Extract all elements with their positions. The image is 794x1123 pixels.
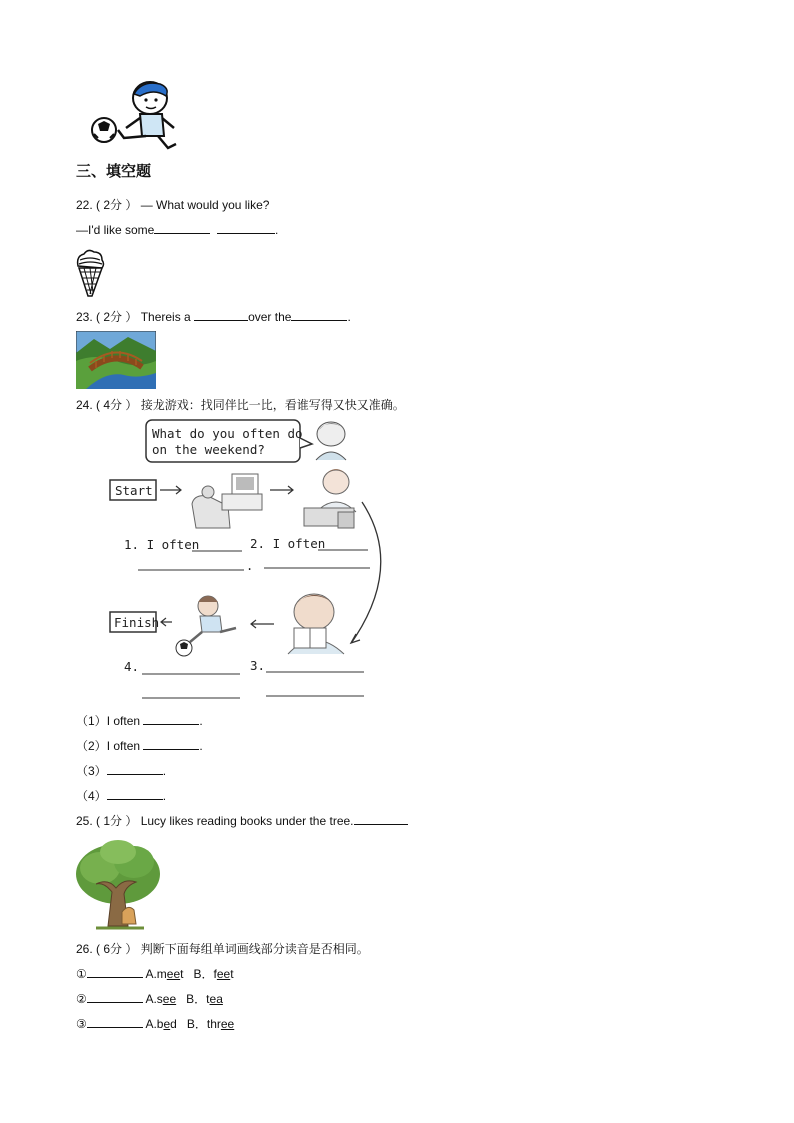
item-number: （1） [76,714,107,728]
figure-label-1: 1. I often [124,537,200,552]
speech-line-2: on the weekend? [152,442,265,457]
option-b: B．tea [186,992,223,1006]
answer-blank[interactable] [87,966,143,978]
q22-answer-line: —I'd like some . [76,223,279,237]
answer-blank[interactable] [154,222,210,234]
woman-illustration [316,422,346,460]
weekend-activity-chain-figure [104,416,404,706]
question-25 [76,813,408,829]
answer-blank[interactable] [194,309,248,321]
start-label: Start [115,483,153,498]
bridge-over-river-illustration [76,331,156,389]
finish-label: Finish [114,615,160,630]
option-a: A.bed [145,1017,177,1031]
answer-blank[interactable] [107,788,163,800]
question-22 [76,197,269,213]
watching-tv-illustration [192,474,262,528]
answer-blank[interactable] [143,713,199,725]
item-number: （3） [76,764,107,778]
boy-playing-football-illustration [176,596,236,656]
option-a: A.see [145,992,177,1006]
answer-blank[interactable] [143,738,199,750]
ice-cream-illustration [74,248,106,298]
q26-instruction: 判断下面每组单词画线部分读音是否相同。 [140,942,369,956]
q25-text: Lucy likes reading books under the tree. [140,814,354,828]
boy-reading-book-illustration [288,594,344,654]
q25-prefix: 25. ( 1分 ） [76,814,138,828]
answer-blank[interactable] [354,813,408,825]
figure-label-4: 4. [124,659,140,674]
svg-text:.: . [246,559,254,573]
speech-line-1: What do you often do [152,426,303,441]
q22-prefix: 22. ( 2分 ） [76,198,138,212]
item-number: ③ [76,1017,87,1031]
question-24 [76,397,405,413]
item-text: I often [106,739,141,753]
q24-prefix: 24. ( 4分 ） [76,398,138,412]
option-b: B．feet [193,967,234,981]
q22-answer-start: —I'd like some [76,223,155,237]
q23-text2: over the [248,310,292,324]
question-23: 23. ( 2分 ） Thereis a over the . [76,310,351,324]
option-b: B．three [186,1017,235,1031]
answer-blank[interactable] [87,1016,143,1028]
q24-item-3: （3） . [76,764,167,778]
q26-item-1 [76,966,234,982]
q23-text1: Thereis a [140,310,191,324]
q26-item-2 [76,991,223,1007]
answer-blank[interactable] [217,222,275,234]
item-number: ② [76,992,87,1006]
item-text: I often [106,714,141,728]
q26-prefix: 26. ( 6分 ） [76,942,138,956]
figure-label-3: 3. [250,658,266,673]
option-a: A.meet [145,967,184,981]
boy-kicking-ball-illustration [84,78,184,152]
item-number: （2） [76,739,107,753]
q24-item-4: （4） . [76,789,167,803]
question-26 [76,941,369,957]
item-number: ① [76,967,87,981]
q23-prefix: 23. ( 2分 ） [76,310,138,324]
q24-item-1: （1）I often . [76,714,203,728]
q26-item-3 [76,1016,234,1032]
item-number: （4） [76,789,107,803]
answer-blank[interactable] [107,763,163,775]
tree-reading-illustration [74,838,164,930]
answer-blank[interactable] [291,309,347,321]
q24-instruction: 接龙游戏：找同伴比一比，看谁写得又快又准确。 [140,398,405,412]
answer-blank[interactable] [87,991,143,1003]
q22-question: — What would you like? [140,198,270,212]
girl-at-desk-illustration [304,469,356,528]
q24-item-2: （2）I often . [76,739,203,753]
figure-label-2: 2. I often [250,536,326,551]
section-title: 三、填空题 [76,163,152,180]
